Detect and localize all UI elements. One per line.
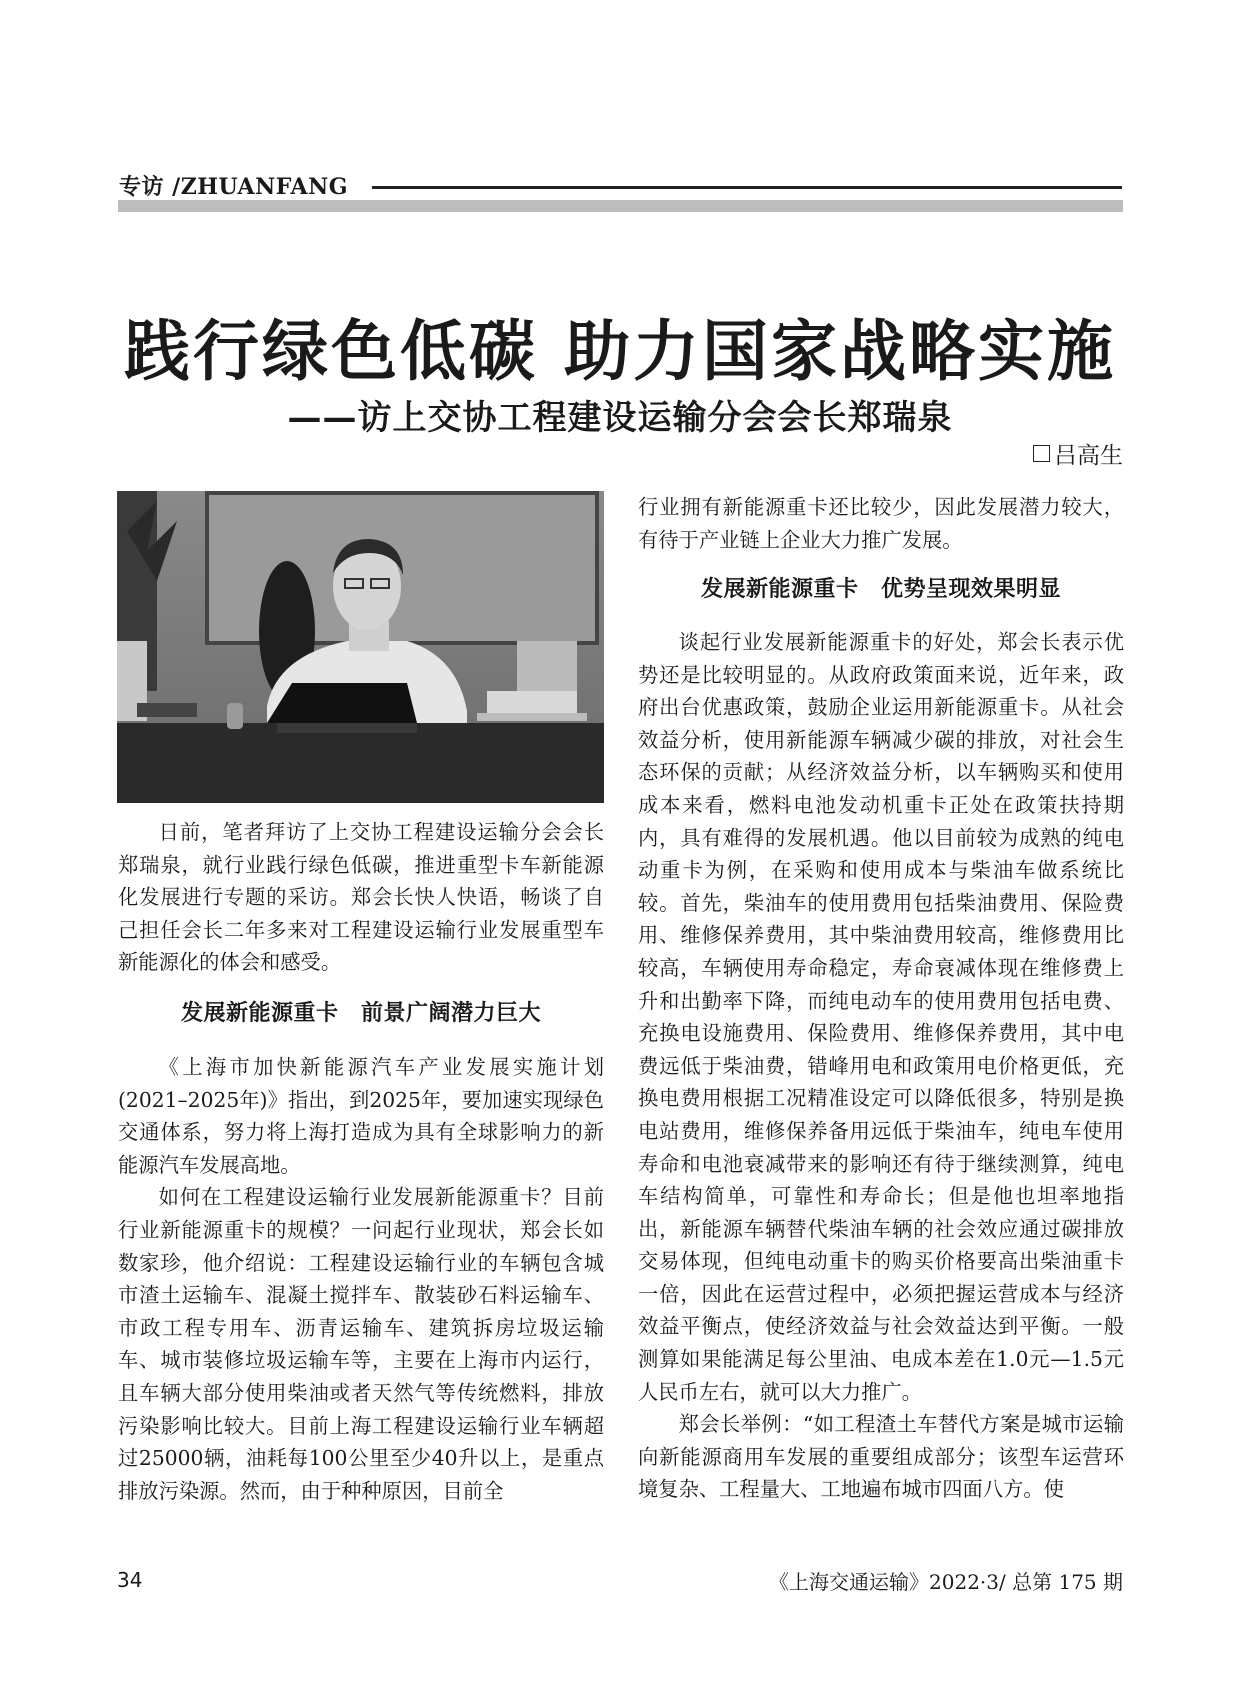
header-band <box>118 200 1123 212</box>
section1-heading: 发展新能源重卡 前景广阔潜力巨大 <box>180 1001 541 1026</box>
article-subtitle: ——访上交协工程建设运输分会会长郑瑞泉 <box>287 398 953 438</box>
section1-paragraph: 如何在工程建设运输行业发展新能源重卡？目前行业新能源重卡的规模？一问起行业现状，郑会长如数家珍，他介绍说：工程建设运输行业的车辆包含城市渣土运输车、混凝土搅拌车、散装砂石料运输车、市政工程专用车、沥青运输车、建筑拆房垃圾运输车、城市装修垃圾运输车等，主要在上海市内运行，且车辆大部分使用柴油或者天然气等传统燃料，排放污染影响比较大。目前上海工程建设运输行业车辆超过25000辆，油耗每100公里至少40升以上，是重点排放污染源。然而，由于种种原因，目前全 <box>118 1185 604 1503</box>
section2-heading-block <box>638 574 1124 607</box>
section-label: 专访 /ZHUANFANG <box>119 174 349 200</box>
photo-illustration <box>117 491 604 803</box>
lead-paragraph: 日前，笔者拜访了上交协工程建设运输分会会长郑瑞泉，就行业践行绿色低碳，推进重型卡车新能源化发展进行专题的采访。郑会长快人快语，畅谈了自己担任会长二年多来对工程建设运输行业发展重型车新能源化的体会和感受。 <box>118 820 604 975</box>
section2-paragraph: 郑会长举例：“如工程渣土车替代方案是城市运输向新能源商用车发展的重要组成部分；该型车运营环境复杂、工程量大、工地遍布城市四面八方。使 <box>638 1412 1124 1502</box>
author-name: 吕高生 <box>1054 443 1123 469</box>
journal-info: 《上海交通运输》2022·3/ 总第 175 期 <box>769 1570 1123 1594</box>
section1-paragraph: 《上海市加快新能源汽车产业发展实施计划(2021–2025年)》指出，到2025年，要加速实现绿色交通体系，努力将上海打造成为具有全球影响力的新能源汽车发展高地。 <box>118 1055 604 1177</box>
lead-paragraph-block <box>118 816 604 979</box>
article-title: 践行绿色低碳 助力国家战略实施 <box>124 313 1116 390</box>
section2-heading: 发展新能源重卡 优势呈现效果明显 <box>700 577 1061 602</box>
section2-paragraph: 谈起行业发展新能源重卡的好处，郑会长表示优势还是比较明显的。从政府政策面来说，近年来，政府出台优惠政策，鼓励企业运用新能源重卡。从社会效益分析，使用新能源车辆减少碳的排放，对社会生态环保的贡献；从经济效益分析，以车辆购买和使用成本来看，燃料电池发动机重卡正处在政策扶持期内，具有难得的发展机遇。他以目前较为成熟的纯电动重卡为例，在采购和使用成本与柴油车做系统比较。首先，柴油车的使用费用包括柴油费用、保险费用、维修保养费用，其中柴油费用较高，维修费用比较高，车辆使用寿命稳定，寿命衰减体现在维修费上升和出勤率下降，而纯电动车的使用费用包括电费、充换电设施费用、保险费用、维修保养费用，其中电费远低于柴油费，错峰用电和政策用电价格更低，充换电费用根据工况精准设定可以降低很多，特别是换电站费用，维修保养备用远低于柴油车，纯电车使用寿命和电池衰减带来的影响还有待于继续测算，纯电车结构简单，可靠性和寿命长；但是他也坦率地指出，新能源车辆替代柴油车辆的社会效应通过碳排放交易体现，但纯电动重卡的购买价格要高出柴油重卡一倍，因此在运营过程中，必须把握运营成本与经济效益平衡点，使经济效益与社会效益达到平衡。一般测算如果能满足每公里油、电成本差在1.0元—1.5元人民币左右，就可以大力推广。 <box>638 630 1124 1404</box>
section2-body <box>638 626 1124 1506</box>
byline <box>1033 437 1123 470</box>
section1-body <box>118 1051 604 1507</box>
continuation-paragraph: 行业拥有新能源重卡还比较少，因此发展潜力较大，有待于产业链上企业大力推广发展。 <box>638 495 1124 552</box>
page-number: 34 <box>117 1568 143 1592</box>
interview-photo <box>117 491 604 803</box>
square-icon <box>1033 445 1050 462</box>
header-rule <box>372 186 1122 189</box>
right-continuation-block <box>638 491 1124 556</box>
section1-heading-block <box>118 998 604 1031</box>
